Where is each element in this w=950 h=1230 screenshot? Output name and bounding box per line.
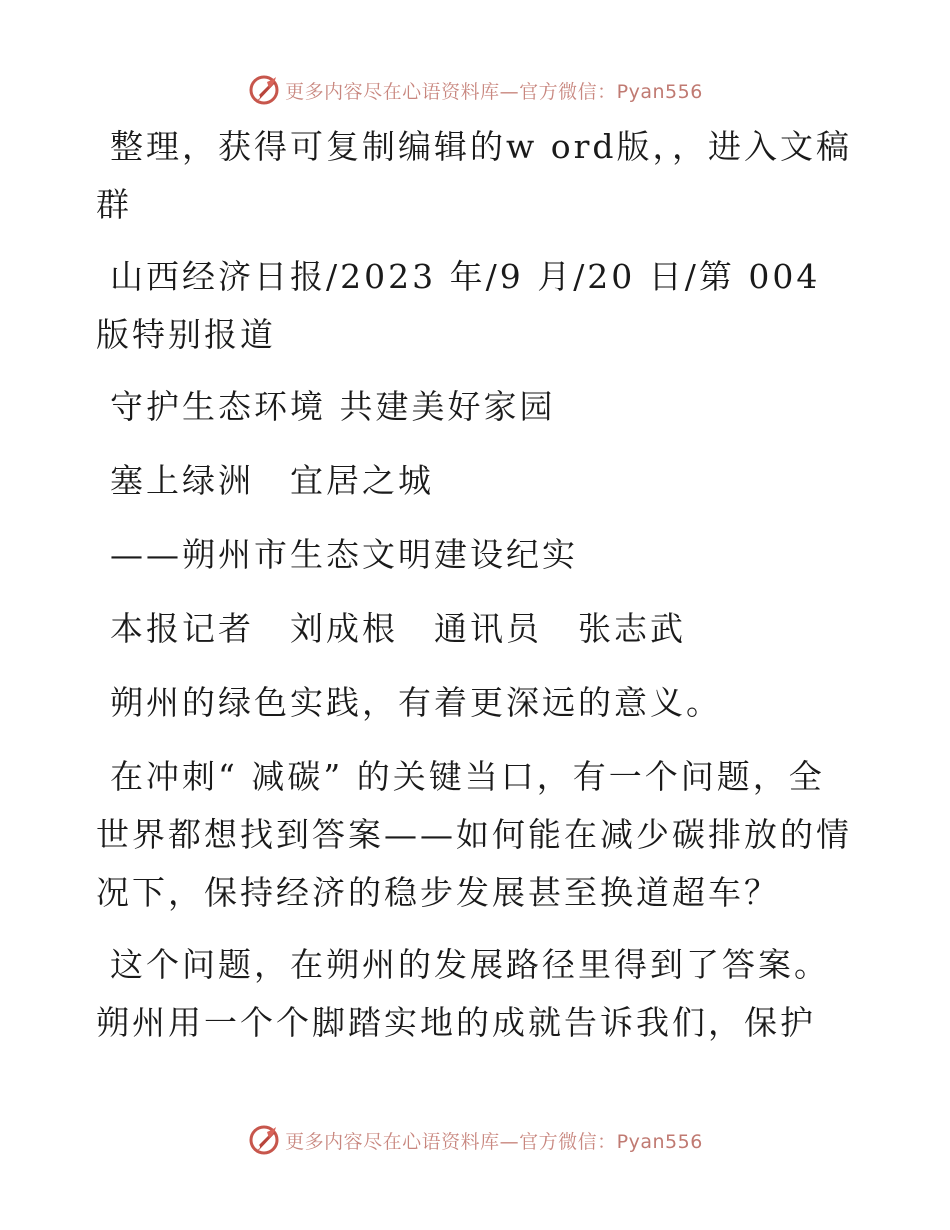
headline-main: 塞上绿洲 宜居之城 — [110, 461, 434, 500]
headline-subtitle: ——朔州市生态文明建设纪实 — [110, 535, 578, 574]
source-line-paragraph: 山西经济日报/2023 年/9 月/20 日/第 004 版特别报道 — [96, 257, 821, 354]
watermark-text: 更多内容尽在心语资料库—官方微信：Pyan556 — [285, 80, 703, 103]
feather-quill-seal-icon — [247, 1123, 281, 1157]
byline: 本报记者 刘成根 通讯员 张志武 — [110, 609, 686, 648]
header-watermark — [0, 70, 950, 110]
headline-kicker: 守护生态环境 共建美好家园 — [110, 387, 556, 426]
watermark-text: 更多内容尽在心语资料库—官方微信：Pyan556 — [285, 1130, 703, 1153]
feather-quill-seal-icon — [247, 73, 281, 107]
body-paragraph-2: 在冲刺“ 减碳” 的关键当口，有一个问题，全世界都想找到答案——如何能在减少碳排放的情况下，保持经济的稳步发展甚至换道超车？ — [96, 757, 852, 912]
footer-watermark — [0, 1120, 950, 1160]
body-paragraph-1: 朔州的绿色实践，有着更深远的意义。 — [110, 683, 722, 722]
body-paragraph-3: 这个问题，在朔州的发展路径里得到了答案。朔州用一个个脚踏实地的成就告诉我们，保护 — [96, 945, 830, 1042]
intro-note-paragraph: 整理，获得可复制编辑的w ord版，，进入文稿群 — [96, 127, 853, 224]
document-body — [96, 118, 856, 1066]
